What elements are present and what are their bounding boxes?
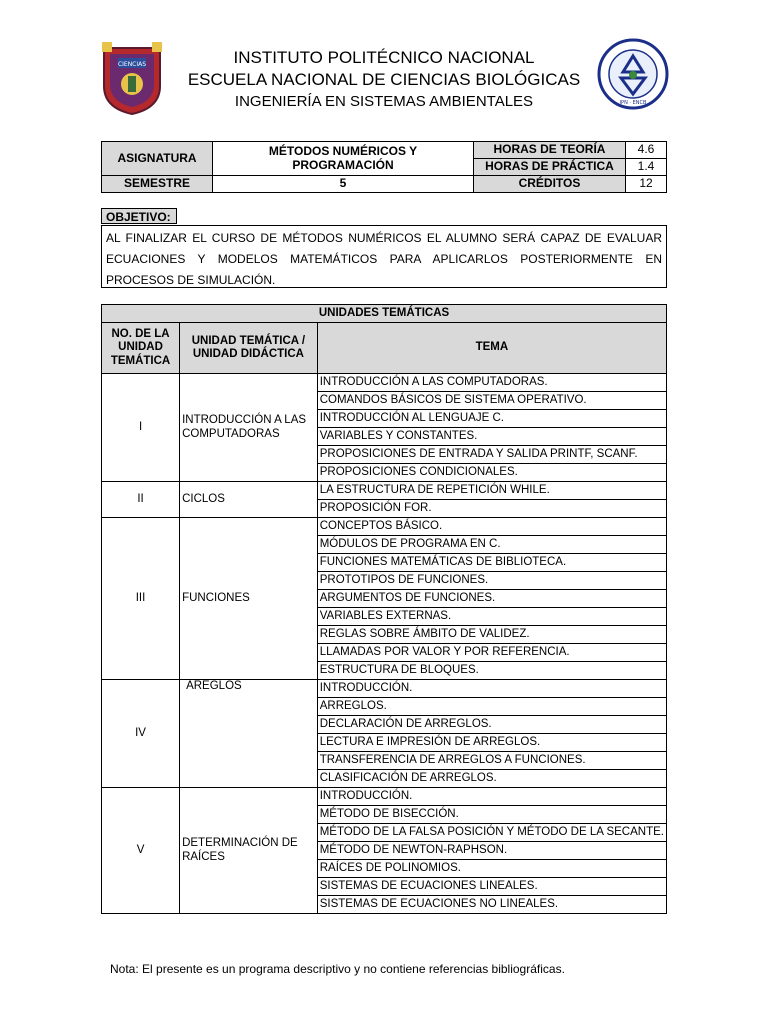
topic-cell: INTRODUCCIÓN A LAS COMPUTADORAS. xyxy=(317,374,666,392)
topic-cell: PROTOTIPOS DE FUNCIONES. xyxy=(317,572,666,590)
objective-label: OBJETIVO: xyxy=(101,208,177,224)
table-row xyxy=(102,788,667,806)
semestre-value: 5 xyxy=(213,176,474,193)
topic-cell: LLAMADAS POR VALOR Y POR REFERENCIA. xyxy=(317,644,666,662)
topic-cell: PROPOSICIONES DE ENTRADA Y SALIDA PRINTF, SCANF. xyxy=(317,446,666,464)
program-title: INGENIERÍA EN SISTEMAS AMBIENTALES xyxy=(234,93,534,110)
topic-cell: INTRODUCCIÓN AL LENGUAJE C. xyxy=(317,410,666,428)
table-row xyxy=(102,680,667,698)
unit-number: I xyxy=(102,374,180,482)
objective-text: AL FINALIZAR EL CURSO DE MÉTODOS NUMÉRICOS EL ALUMNO SERÁ CAPAZ DE EVALUAR ECUACIONES Y MODELOS MATEMÁTICOS PARA APLICARLOS POSTERIORMENTE EN PROCESOS DE SIMULACIÓN. xyxy=(101,225,667,288)
topic-cell: REGLAS SOBRE ÁMBITO DE VALIDEZ. xyxy=(317,626,666,644)
topic-cell: CONCEPTOS BÁSICO. xyxy=(317,518,666,536)
asignatura-value: MÉTODOS NUMÉRICOS Y PROGRAMACIÓN xyxy=(213,142,474,176)
topic-cell: ARGUMENTOS DE FUNCIONES. xyxy=(317,590,666,608)
topic-cell: MÉTODO DE NEWTON-RAPHSON. xyxy=(317,842,666,860)
units-table-title: UNIDADES TEMÁTICAS xyxy=(102,305,667,323)
topic-cell: COMANDOS BÁSICOS DE SISTEMA OPERATIVO. xyxy=(317,392,666,410)
asignatura-label: ASIGNATURA xyxy=(102,142,213,176)
topic-cell: MÉTODO DE LA FALSA POSICIÓN Y MÉTODO DE LA SECANTE. xyxy=(317,824,666,842)
unit-number: V xyxy=(102,788,180,914)
topic-cell: RAÍCES DE POLINOMIOS. xyxy=(317,860,666,878)
topic-cell: MÓDULOS DE PROGRAMA EN C. xyxy=(317,536,666,554)
unit-name: DETERMINACIÓN DE RAÍCES xyxy=(180,788,318,914)
topic-cell: PROPOSICIÓN FOR. xyxy=(317,500,666,518)
logo-lettering: IPN · ENCB xyxy=(619,100,647,106)
unit-number: II xyxy=(102,482,180,518)
unit-name: AREGLOS xyxy=(180,680,318,788)
semestre-label: SEMESTRE xyxy=(102,176,213,193)
topic-cell: VARIABLES Y CONSTANTES. xyxy=(317,428,666,446)
topic-cell: MÉTODO DE BISECCIÓN. xyxy=(317,806,666,824)
horas-teoria-value: 4.6 xyxy=(626,142,667,159)
col-header-no: NO. DE LA UNIDAD TEMÁTICA xyxy=(102,323,180,374)
topic-cell: TRANSFERENCIA DE ARREGLOS A FUNCIONES. xyxy=(317,752,666,770)
table-row xyxy=(102,482,667,500)
footnote: Nota: El presente es un programa descriptivo y no contiene referencias bibliográficas. xyxy=(110,962,565,976)
topic-cell: ARREGLOS. xyxy=(317,698,666,716)
unit-number: IV xyxy=(102,680,180,788)
creditos-label: CRÉDITOS xyxy=(473,176,625,193)
topic-cell: SISTEMAS DE ECUACIONES NO LINEALES. xyxy=(317,896,666,914)
unit-name: FUNCIONES xyxy=(180,518,318,680)
table-row xyxy=(102,374,667,392)
horas-teoria-label: HORAS DE TEORÍA xyxy=(473,142,625,159)
topic-cell: FUNCIONES MATEMÁTICAS DE BIBLIOTECA. xyxy=(317,554,666,572)
unit-name: CICLOS xyxy=(180,482,318,518)
topic-cell: LECTURA E IMPRESIÓN DE ARREGLOS. xyxy=(317,734,666,752)
school-title: ESCUELA NACIONAL DE CIENCIAS BIOLÓGICAS xyxy=(187,70,581,89)
topic-cell: DECLARACIÓN DE ARREGLOS. xyxy=(317,716,666,734)
units-table xyxy=(101,304,667,914)
course-info-table xyxy=(101,141,667,193)
unit-number: III xyxy=(102,518,180,680)
creditos-value: 12 xyxy=(626,176,667,193)
horas-practica-label: HORAS DE PRÁCTICA xyxy=(473,159,625,176)
topic-cell: CLASIFICACIÓN DE ARREGLOS. xyxy=(317,770,666,788)
logo-lettering: CIENCIAS xyxy=(117,61,147,68)
col-header-topic: TEMA xyxy=(317,323,666,374)
col-header-unit: UNIDAD TEMÁTICA / UNIDAD DIDÁCTICA xyxy=(180,323,318,374)
topic-cell: INTRODUCCIÓN. xyxy=(317,680,666,698)
topic-cell: PROPOSICIONES CONDICIONALES. xyxy=(317,464,666,482)
topic-cell: LA ESTRUCTURA DE REPETICIÓN WHILE. xyxy=(317,482,666,500)
institution-title: INSTITUTO POLITÉCNICO NACIONAL xyxy=(233,48,535,67)
table-row xyxy=(102,518,667,536)
horas-practica-value: 1.4 xyxy=(626,159,667,176)
topic-cell: ESTRUCTURA DE BLOQUES. xyxy=(317,662,666,680)
topic-cell: INTRODUCCIÓN. xyxy=(317,788,666,806)
unit-name: INTRODUCCIÓN A LAS COMPUTADORAS xyxy=(180,374,318,482)
topic-cell: VARIABLES EXTERNAS. xyxy=(317,608,666,626)
topic-cell: SISTEMAS DE ECUACIONES LINEALES. xyxy=(317,878,666,896)
